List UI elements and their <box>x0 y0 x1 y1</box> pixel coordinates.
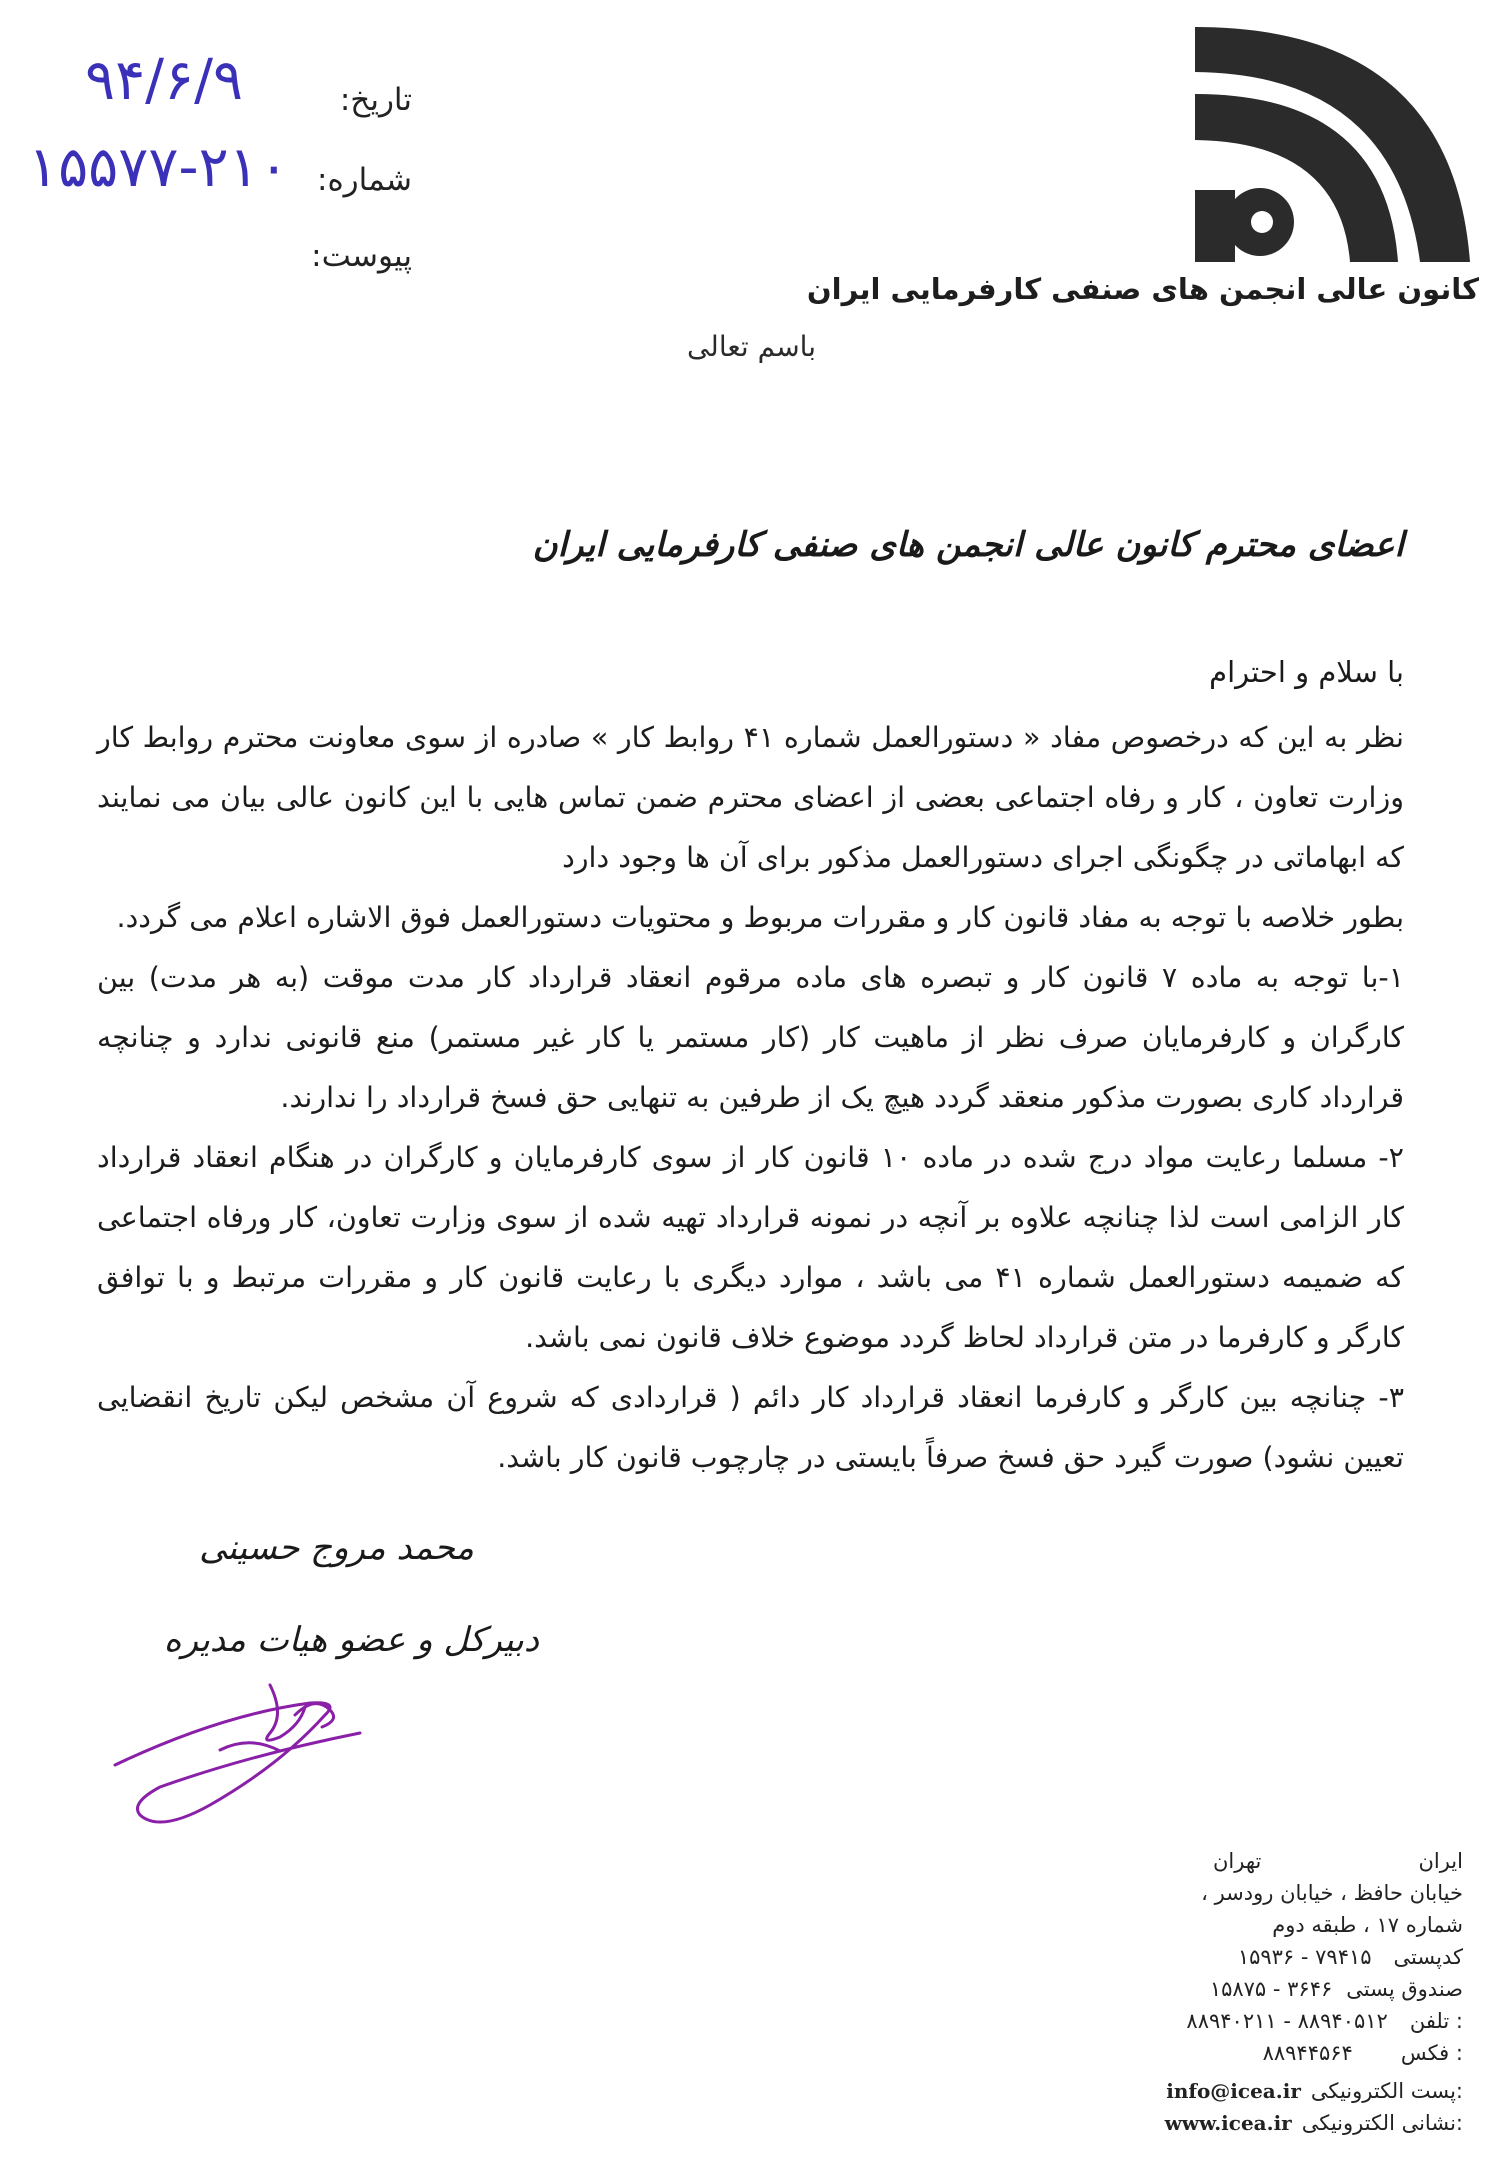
website-link[interactable]: www.icea.ir <box>1164 2111 1292 2135</box>
email-link[interactable]: info@icea.ir <box>1166 2079 1301 2103</box>
number-value: ۱۵۵۷۷-۲۱۰ <box>28 135 289 200</box>
address-pobox <box>1103 1973 1463 2005</box>
kanoon-logo <box>1190 22 1490 262</box>
handwritten-signature <box>100 1655 370 1835</box>
letter-body <box>97 708 1404 1488</box>
signatory-title: دبیرکل و عضو هیات مدیره <box>163 1620 539 1660</box>
phone-label: تلفن : <box>1409 2009 1463 2033</box>
body-paragraph-summary: بطور خلاصه با توجه به مفاد قانون کار و مقررات مربوط و محتویات دستورالعمل فوق الاشاره اعلام می گردد. <box>116 901 1404 934</box>
body-paragraph-intro: نظر به این که درخصوص مفاد « دستورالعمل شماره ۴۱ روابط کار » صادره از سوی معاونت محترم روابط کار وزارت تعاون ، کار و رفاه اجتماعی بعضی از اعضای محترم ضمن تماس هایی با این کانون عالی بیان می نمایند که ابهاماتی در چگونگی اجرای دستورالعمل مذکور برای آن ها وجود دارد <box>97 721 1404 874</box>
address-country: ایران <box>1418 1849 1463 1873</box>
date-value: ۹۴/۶/۹ <box>85 48 244 113</box>
address-city: تهران <box>1213 1849 1262 1873</box>
phone-value: ۸۸۹۴۰۲۱۱ - ۸۸۹۴۰۵۱۲ <box>1186 2009 1388 2033</box>
signature-scribble <box>100 1655 370 1835</box>
contact-address <box>1103 1845 1463 2139</box>
body-item-2: ۲- مسلما رعایت مواد درج شده در ماده ۱۰ قانون کار از سوی کارفرمایان و کارگران در هنگام انعقاد قرارداد کار الزامی است لذا چنانچه علاوه بر آنچه در نمونه قرارداد تهیه شده از سوی وزارت تعاون، کار ورفاه اجتماعی که ضمیمه دستورالعمل شماره ۴۱ می باشد ، موارد دیگری با رعایت قانون کار و مقررات مرتبط و با توافق کارگر و کارفرما در متن قرارداد لحاظ گردد موضوع خلاف قانون نمی باشد. <box>97 1141 1404 1354</box>
signatory-name: محمد مروج حسینی <box>199 1528 474 1568</box>
date-label: تاریخ: <box>339 82 412 118</box>
postal-code-value: ۱۵۹۳۶ - ۷۹۴۱۵ <box>1237 1945 1372 1969</box>
address-postal <box>1103 1941 1463 1973</box>
address-email <box>1103 2075 1463 2107</box>
greeting: با سلام و احترام <box>1209 655 1404 689</box>
address-country-city <box>1103 1845 1463 1877</box>
address-street: خیابان حافظ ، خیابان رودسر ، <box>1201 1881 1463 1905</box>
body-item-3: ۳- چنانچه بین کارگر و کارفرما انعقاد قرارداد کار دائم ( قراردادی که شروع آن مشخص لیکن تاریخ انقضایی تعیین نشود) صورت گیرد حق فسخ صرفاً بایستی در چارچوب قانون کار باشد. <box>97 1381 1404 1474</box>
address-fax <box>1103 2037 1463 2069</box>
org-name: کانون عالی انجمن های صنفی کارفرمایی ایران <box>806 272 1479 306</box>
logo-graphic <box>1190 22 1490 262</box>
postal-code-label: کدپستی <box>1393 1945 1463 1969</box>
addressee: اعضای محترم کانون عالی انجمن های صنفی کارفرمایی ایران <box>532 525 1404 565</box>
number-label: شماره: <box>317 162 412 198</box>
attachment-label: پیوست: <box>311 238 412 274</box>
pobox-label: صندوق پستی <box>1346 1977 1463 2001</box>
pobox-value: ۱۵۸۷۵ - ۳۶۴۶ <box>1209 1977 1333 2001</box>
fax-value: ۸۸۹۴۴۵۶۴ <box>1262 2041 1353 2065</box>
basmala: باسم تعالی <box>686 330 816 363</box>
address-web <box>1103 2107 1463 2139</box>
fax-label: فکس : <box>1400 2041 1463 2065</box>
address-phone <box>1103 2005 1463 2037</box>
web-label: نشانی الکترونیکی: <box>1301 2111 1463 2135</box>
email-label: پست الکترونیکی: <box>1310 2079 1463 2103</box>
address-building: شماره ۱۷ ، طبقه دوم <box>1272 1913 1463 1937</box>
body-item-1: ۱-با توجه به ماده ۷ قانون کار و تبصره های ماده مرقوم انعقاد قرارداد کار مدت موقت (به هر مدت) بین کارگران و کارفرمایان صرف نظر از ماهیت کار (کار مستمر یا کار غیر مستمر) منع قانونی ندارد و چنانچه قرارداد کاری بصورت مذکور منعقد گردد هیچ یک از طرفین به تنهایی حق فسخ قرارداد را ندارند. <box>97 961 1404 1114</box>
